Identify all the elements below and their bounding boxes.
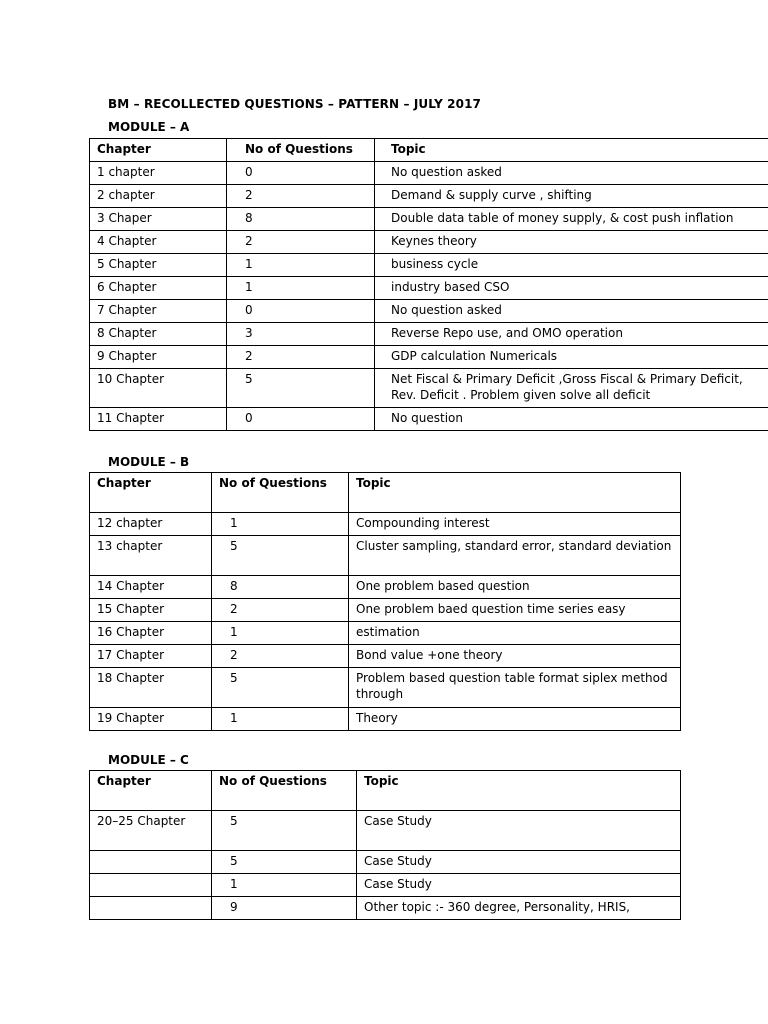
topic-cell: Cluster sampling, standard error, standard deviation [349,536,681,576]
topic-cell: Problem based question table format siplex method through [349,668,681,708]
header-count: No of Questions [212,771,357,811]
topic-cell: Case Study [357,811,681,851]
count-cell: 2 [212,599,349,622]
chapter-cell: 18 Chapter [90,668,212,708]
count-cell: 0 [227,408,375,431]
count-cell: 5 [212,811,357,851]
table-row [90,408,768,431]
topic-cell: Reverse Repo use, and OMO operation [375,323,768,346]
table-header-row [90,473,681,513]
chapter-cell: 8 Chapter [90,323,227,346]
topic-cell: No question asked [375,300,768,323]
header-topic: Topic [357,771,681,811]
header-topic: Topic [375,139,768,162]
count-cell: 1 [212,622,349,645]
table-row [90,369,768,408]
table-row [90,185,768,208]
module-c-table [89,770,681,920]
table-row [90,874,681,897]
topic-cell: One problem baed question time series easy [349,599,681,622]
table-row [90,599,681,622]
count-cell: 5 [227,369,375,408]
count-cell: 9 [212,897,357,920]
table-header-row [90,771,681,811]
header-topic: Topic [349,473,681,513]
table-row [90,162,768,185]
chapter-cell: 10 Chapter [90,369,227,408]
header-chapter: Chapter [90,771,212,811]
table-row [90,536,681,576]
chapter-cell: 19 Chapter [90,708,212,731]
module-b-heading: MODULE – B [108,455,190,469]
chapter-cell: 2 chapter [90,185,227,208]
chapter-cell: 4 Chapter [90,231,227,254]
count-cell: 1 [212,874,357,897]
table-row [90,645,681,668]
chapter-cell: 1 chapter [90,162,227,185]
table-row [90,254,768,277]
table-row [90,346,768,369]
header-chapter: Chapter [90,139,227,162]
header-count: No of Questions [212,473,349,513]
count-cell: 8 [227,208,375,231]
module-a-heading: MODULE – A [108,120,190,134]
count-cell: 2 [227,346,375,369]
chapter-cell: 9 Chapter [90,346,227,369]
chapter-cell: 13 chapter [90,536,212,576]
count-cell: 5 [212,668,349,708]
chapter-cell: 14 Chapter [90,576,212,599]
chapter-cell [90,851,212,874]
chapter-cell [90,874,212,897]
topic-cell: Demand & supply curve , shifting [375,185,768,208]
topic-cell: GDP calculation Numericals [375,346,768,369]
topic-cell: No question asked [375,162,768,185]
topic-cell: Net Fiscal & Primary Deficit ,Gross Fiscal & Primary Deficit, Rev. Deficit . Problem given solve all deficit [375,369,768,408]
count-cell: 2 [212,645,349,668]
topic-cell: No question [375,408,768,431]
topic-cell: Case Study [357,851,681,874]
chapter-cell: 11 Chapter [90,408,227,431]
table-row [90,513,681,536]
topic-cell: Bond value +one theory [349,645,681,668]
module-a-table [89,138,768,431]
chapter-cell: 17 Chapter [90,645,212,668]
chapter-cell: 3 Chaper [90,208,227,231]
table-row [90,231,768,254]
chapter-cell: 12 chapter [90,513,212,536]
count-cell: 3 [227,323,375,346]
count-cell: 1 [212,513,349,536]
chapter-cell: 7 Chapter [90,300,227,323]
count-cell: 2 [227,185,375,208]
topic-cell: Keynes theory [375,231,768,254]
topic-cell: Case Study [357,874,681,897]
header-chapter: Chapter [90,473,212,513]
header-count: No of Questions [227,139,375,162]
table-row [90,897,681,920]
table-row [90,208,768,231]
topic-cell: One problem based question [349,576,681,599]
chapter-cell: 5 Chapter [90,254,227,277]
count-cell: 0 [227,162,375,185]
table-row [90,277,768,300]
table-row [90,851,681,874]
count-cell: 0 [227,300,375,323]
count-cell: 8 [212,576,349,599]
count-cell: 2 [227,231,375,254]
table-header-row [90,139,768,162]
count-cell: 5 [212,851,357,874]
table-row [90,708,681,731]
count-cell: 5 [212,536,349,576]
count-cell: 1 [227,277,375,300]
topic-cell: business cycle [375,254,768,277]
module-b-table [89,472,681,731]
chapter-cell: 6 Chapter [90,277,227,300]
topic-cell: Other topic :- 360 degree, Personality, HRIS, [357,897,681,920]
count-cell: 1 [227,254,375,277]
topic-cell: Compounding interest [349,513,681,536]
chapter-cell: 20–25 Chapter [90,811,212,851]
table-row [90,622,681,645]
table-row [90,323,768,346]
page-title: BM – RECOLLECTED QUESTIONS – PATTERN – JULY 2017 [108,97,481,111]
chapter-cell: 15 Chapter [90,599,212,622]
topic-cell: industry based CSO [375,277,768,300]
topic-cell: Double data table of money supply, & cost push inflation [375,208,768,231]
table-row [90,300,768,323]
table-row [90,668,681,708]
module-c-heading: MODULE – C [108,753,189,767]
topic-cell: Theory [349,708,681,731]
chapter-cell [90,897,212,920]
count-cell: 1 [212,708,349,731]
table-row [90,811,681,851]
chapter-cell: 16 Chapter [90,622,212,645]
table-row [90,576,681,599]
topic-cell: estimation [349,622,681,645]
